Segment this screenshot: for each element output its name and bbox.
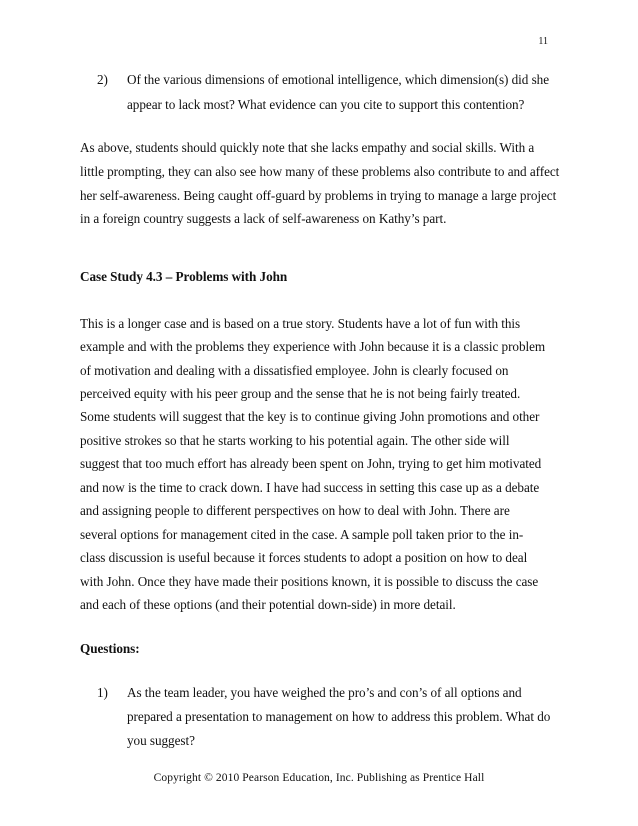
paragraph-line: and assigning people to different perspectives on how to deal with John. There are xyxy=(80,503,510,518)
paragraph-line: Some students will suggest that the key is to continue giving John promotions and other xyxy=(80,409,540,424)
paragraph-line: example and with the problems they experience with John because it is a classic problem xyxy=(80,339,546,354)
paragraph-line: and each of these options (and their potential down-side) in more detail. xyxy=(80,597,456,612)
paragraph-line: in a foreign country suggests a lack of self-awareness on Kathy’s part. xyxy=(80,211,447,226)
question-number: 1) xyxy=(97,685,108,700)
question-number: 2) xyxy=(97,72,108,87)
paragraph-line: positive strokes so that he starts working to his potential again. The other side will xyxy=(80,433,510,448)
case-study-heading: Case Study 4.3 – Problems with John xyxy=(80,269,288,284)
question-line: As the team leader, you have weighed the pro’s and con’s of all options and xyxy=(127,685,522,700)
paragraph-line: suggest that too much effort has already been spent on John, trying to get him motivated xyxy=(80,456,542,471)
paragraph-line: little prompting, they can also see how many of these problems also contribute to and affect xyxy=(80,164,560,179)
paragraph-line: This is a longer case and is based on a true story. Students have a lot of fun with this xyxy=(80,316,521,331)
paragraph-line: perceived equity with his peer group and the sense that he is not being fairly treated. xyxy=(80,386,521,401)
questions-heading: Questions: xyxy=(80,641,140,656)
copyright-footer: Copyright © 2010 Pearson Education, Inc. Publishing as Prentice Hall xyxy=(153,772,485,784)
question-line: Of the various dimensions of emotional intelligence, which dimension(s) did she xyxy=(127,72,549,87)
paragraph-line: class discussion is useful because it forces students to adopt a position on how to deal xyxy=(80,550,528,565)
paragraph-line: of motivation and dealing with a dissatisfied employee. John is clearly focused on xyxy=(80,363,509,378)
question-line: you suggest? xyxy=(127,733,195,748)
paragraph-line: As above, students should quickly note that she lacks empathy and social skills. With a xyxy=(80,140,535,155)
paragraph-line: her self-awareness. Being caught off-guard by problems in trying to manage a large project xyxy=(80,188,557,203)
question-line: prepared a presentation to management on how to address this problem. What do xyxy=(127,709,551,724)
paragraph-line: and now is the time to crack down. I have had success in setting this case up as a debate xyxy=(80,480,540,495)
paragraph-line: with John. Once they have made their positions known, it is possible to discuss the case xyxy=(80,574,539,589)
page-number: 11 xyxy=(538,36,548,47)
paragraph-line: several options for management cited in the case. A sample poll taken prior to the in- xyxy=(80,527,524,542)
question-line: appear to lack most? What evidence can you cite to support this contention? xyxy=(127,97,525,112)
